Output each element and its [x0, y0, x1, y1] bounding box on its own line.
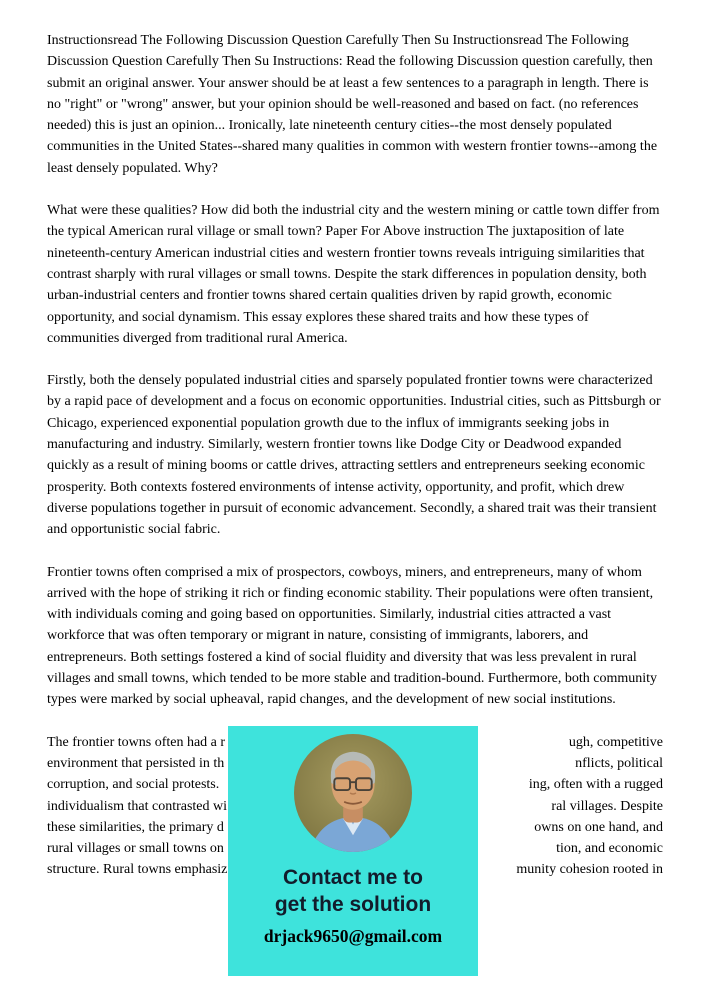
text-fragment-right: ing, often with a rugged	[528, 777, 663, 793]
text-fragment-right: tion, and economic	[556, 841, 663, 857]
contact-message-line1: Contact me to	[282, 866, 423, 889]
contact-email[interactable]: drjack9650@gmail.com	[263, 926, 443, 946]
text-fragment-right: ral villages. Despite	[551, 798, 663, 814]
paragraph-4: Frontier towns often comprised a mix of prospectors, cowboys, miners, and entrepreneurs, many of whom arrived with the hope of striking it rich or finding economic stability. Their populations were often transient, with individuals coming and going based on opportunities. Similarly, industrial cities attracted a vast workforce that was often temporary or migrant in nature, consisting of immigrants, laborers, and entrepreneurs. Both settings fostered a kind of social fluidity and diversity that was less prevalent in rural villages and small towns, which tended to be more stable and tradition-bound. Furthermore, both community types were marked by social upheaval, rapid changes, and the development of new social institutions.	[47, 564, 658, 708]
contact-message	[228, 864, 478, 918]
paragraph-2: What were these qualities? How did both the industrial city and the western mining or cattle town differ from the typical American rural village or small town? Paper For Above instruction The juxtaposition of late nineteenth-century American industrial cities and western frontier towns reveals intriguing similarities that contrast sharply with rural villages or small towns. Despite the stark differences in population density, both urban-industrial centers and frontier towns shared certain qualities driven by rapid growth, economic opportunity, and social dynamism. This essay explores these shared traits and how these types of communities diverged from traditional rural America.	[47, 203, 660, 346]
text-fragment-left: rural villages or small towns on	[47, 841, 224, 857]
text-fragment-left: The frontier towns often had a r	[47, 734, 226, 750]
paragraph-3: Firstly, both the densely populated industrial cities and sparsely populated frontier towns were characterized by a rapid pace of development and a focus on economic opportunities. Industrial cities, such as Pittsburgh or Chicago, experienced exponential population growth due to the influx of immigrants seeking jobs in manufacturing and industry. Similarly, western frontier towns like Dodge City or Deadwood expanded quickly as a result of mining booms or cattle drives, attracting settlers and entrepreneurs seeking economic prosperity. Both contexts fostered environments of intense activity, opportunity, and profit, which drew diverse populations together in pursuit of economic advancement. Secondly, a shared trait was their transient and opportunistic social fabric.	[47, 373, 661, 538]
text-fragment-right: nflicts, political	[575, 755, 663, 771]
text-fragment-left: environment that persisted in th	[47, 755, 225, 771]
text-fragment-left: structure. Rural towns emphasiz	[47, 862, 228, 878]
text-fragment-left: corruption, and social protests.	[47, 777, 220, 793]
text-fragment-right: munity cohesion rooted in	[516, 862, 663, 878]
paragraph-1: Instructionsread The Following Discussion Question Carefully Then Su Instructionsread The Following Discussion Question Carefully Then Su Instructions: Read the following Discussion question carefully, then submit an original answer. Your answer should be at least a few sentences to a paragraph in length. There is no "right" or "wrong" answer, but your opinion should be well-reasoned and based on fact. (no references needed) this is just an opinion... Ironically, late nineteenth century cities--the most densely populated communities in the United States--shared many qualities in common with western frontier towns--among the least densely populated. Why?	[47, 33, 658, 176]
text-fragment-right: owns on one hand, and	[534, 819, 663, 835]
tutor-portrait-avatar	[294, 734, 412, 852]
contact-card	[228, 726, 478, 976]
text-fragment-right: ugh, competitive	[568, 734, 663, 750]
text-fragment-left: these similarities, the primary d	[47, 819, 224, 835]
contact-message-line2: get the solution	[274, 893, 432, 916]
person-portrait-icon	[294, 734, 412, 852]
text-fragment-left: individualism that contrasted wi	[47, 798, 228, 814]
